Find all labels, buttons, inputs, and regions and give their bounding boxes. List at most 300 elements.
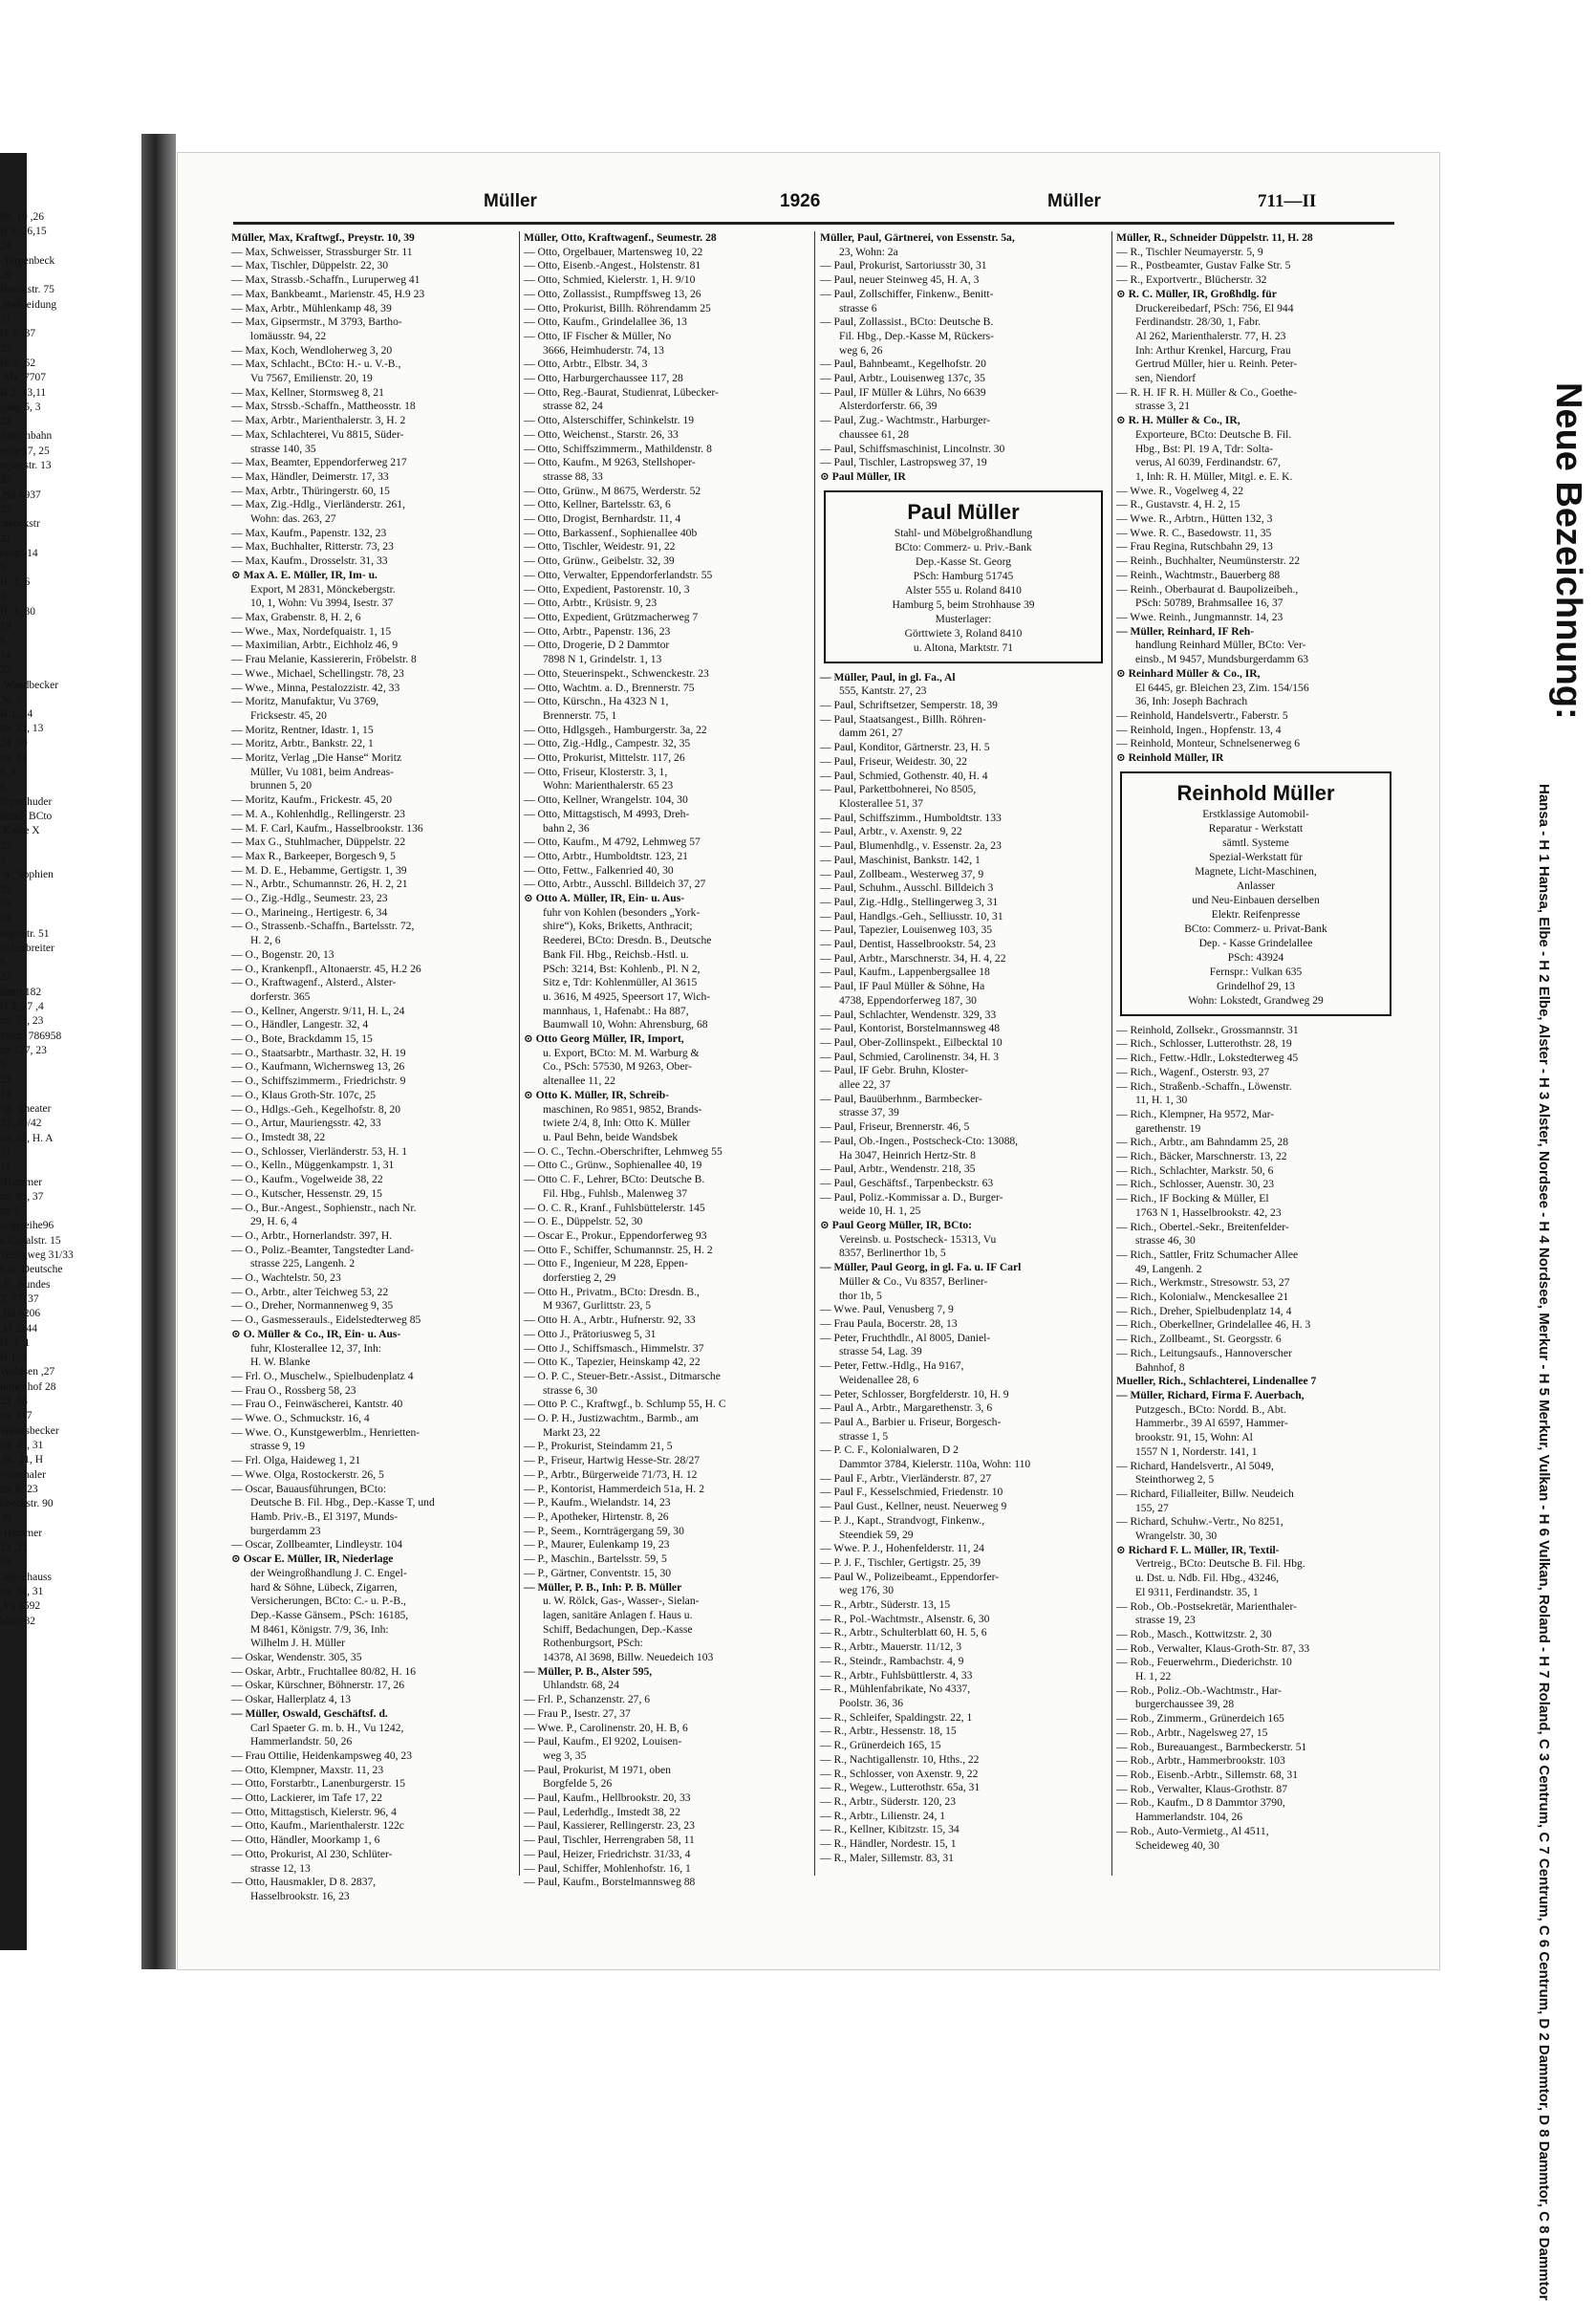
left-page-line: 35 <box>0 883 11 896</box>
directory-entry: — Oskar, Hallerplatz 4, 13 <box>231 1693 352 1706</box>
directory-entry: — Paul, Kaufm., Lappenbergsallee 18 <box>820 966 990 979</box>
page-header <box>178 191 1391 218</box>
directory-entry: — Wwe., Michael, Schellingstr. 78, 23 <box>231 666 404 680</box>
directory-entry: — O., Kelln., Müggenkampstr. 1, 31 <box>231 1159 395 1172</box>
directory-entry: — R., Arbtr., Schulterblatt 60, H. 5, 6 <box>820 1626 987 1639</box>
advertisement-line: PSch: 43924 <box>1227 951 1284 964</box>
directory-entry: M 9367, Gurlittstr. 23, 5 <box>543 1299 652 1313</box>
directory-entry: — Rich., Kolonialw., Menckesallee 21 <box>1116 1291 1289 1304</box>
directory-entry: — Müller, P. B., Inh: P. B. Müller <box>524 1580 682 1594</box>
directory-entry: — Paul, Prokurist, M 1971, oben <box>524 1763 671 1776</box>
directory-entry: altenallee 11, 22 <box>543 1075 615 1088</box>
left-page-line: 40/42, 25 <box>0 1118 42 1130</box>
left-page-line: 33 <box>0 664 11 677</box>
directory-entry: — Richard, Handelsvertr., Al 5049, <box>1116 1459 1274 1472</box>
left-page-line: str 127, 23 <box>0 1044 47 1056</box>
directory-entry: Alsterdorferstr. 66, 39 <box>839 400 938 413</box>
directory-entry: — Paul, Schuhm., Ausschl. Billdeich 3 <box>820 881 994 895</box>
directory-entry: — R., Tischler Neumayerstr. 5, 9 <box>1116 245 1263 258</box>
directory-entry: strasse 46, 30 <box>1135 1234 1196 1248</box>
directory-entry: — Otto, Expedient, Pastorenstr. 10, 3 <box>524 582 690 596</box>
directory-entry: — Moritz, Kaufm., Frickestr. 45, 20 <box>231 793 393 807</box>
directory-entry: — Otto, Harburgerchaussee 117, 28 <box>524 372 683 385</box>
directory-entry: — Rich., Zollbeamt., St. Georgsstr. 6 <box>1116 1333 1282 1346</box>
directory-entry: Exporteure, BCto: Deutsche B. Fil. <box>1135 427 1292 441</box>
directory-entry: Putzgesch., BCto: Nordd. B., Abt. <box>1135 1402 1286 1416</box>
left-page-line: H. 2, 6 <box>0 576 31 589</box>
directory-entry: — P., Maurer, Eulenkamp 19, 23 <box>524 1538 670 1552</box>
directory-entry: lagen, sanitäre Anlagen f. Haus u. <box>543 1608 693 1621</box>
directory-entry: PSch: 3214, Bst: Kohlenb., Pl. N 2, <box>543 962 701 975</box>
directory-entry: — R., Exportvertr., Blücherstr. 32 <box>1116 273 1267 287</box>
directory-entry: Mueller, Rich., Schlachterei, Lindenallee 7 <box>1116 1375 1317 1388</box>
directory-entry: — Paul, Schlachter, Wendenstr. 329, 33 <box>820 1008 997 1021</box>
column-2 <box>524 231 809 1889</box>
directory-entry: — Max, Beamter, Eppendorferweg 217 <box>231 456 407 469</box>
directory-entry: — R., Gustavstr. 4, H. 2, 15 <box>1116 498 1240 511</box>
directory-entry: — Rich., Arbtr., am Bahndamm 25, 28 <box>1116 1136 1289 1149</box>
left-page-line: 52, H. 2 <box>0 357 36 369</box>
directory-entry: u. Dst. u. Ndb. Fil. Hbg., 43246, <box>1135 1572 1280 1585</box>
directory-entry: — R., Grünerdeich 165, 15 <box>820 1739 941 1752</box>
left-page-line: 37, H. 5 <box>0 328 36 340</box>
directory-entry: — O., Strassenb.-Schaffn., Bartelsstr. 72, <box>231 920 415 933</box>
directory-entry: — Rob., Poliz.-Ob.-Wachtmstr., Har- <box>1116 1683 1283 1697</box>
directory-entry: — Reinhold, Ingen., Hopfenstr. 13, 4 <box>1116 723 1282 736</box>
left-page-line: 23 <box>0 971 11 984</box>
left-page-line: str 5 <box>0 1205 20 1218</box>
directory-entry: Export, M 2831, Mönckebergstr. <box>250 582 396 596</box>
directory-entry: — Peter, Schlosser, Borgfelderstr. 10, H. 9 <box>820 1387 1009 1400</box>
directory-entry: — Paul, Prokurist, Sartoriusstr 30, 31 <box>820 259 987 272</box>
directory-entry: — Müller, Reinhard, IF Reh- <box>1116 624 1255 638</box>
directory-entry: hard & Söhne, Lübeck, Zigarren, <box>250 1580 398 1594</box>
directory-entry: 29, H. 6, 4 <box>250 1215 297 1228</box>
left-page-line: 2 <box>0 855 6 867</box>
directory-entry: strasse 140, 35 <box>250 442 316 455</box>
directory-entry: — Otto, Orgelbauer, Martensweg 10, 22 <box>524 245 703 258</box>
advertisement-line: Spezial-Werkstatt für <box>1209 851 1303 863</box>
directory-entry: — Peter, Fruchthdlr., Al 8005, Daniel- <box>820 1331 991 1344</box>
directory-entry: Borgfelde 5, 26 <box>543 1777 613 1791</box>
left-page-line: 15,H.6, 26 <box>0 226 47 238</box>
directory-entry: — P., Seem., Kornträgergang 59, 30 <box>524 1524 684 1537</box>
directory-entry: — Otto, Reg.-Baurat, Studienrat, Lübecker- <box>524 385 719 399</box>
directory-entry: — Rich., Klempner, Ha 9572, Mar- <box>1116 1107 1275 1120</box>
directory-entry: 1557 N 1, Norderstr. 141, 1 <box>1135 1444 1258 1458</box>
directory-entry: shire“), Koks, Briketts, Anthracit; <box>543 920 693 933</box>
directory-entry: — Wwe. Reinh., Jungmannstr. 14, 23 <box>1116 610 1283 623</box>
directory-entry: — Max, Kellner, Stormsweg 8, 21 <box>231 385 384 399</box>
left-page-line: 4, H.3, 27 <box>0 1001 44 1013</box>
directory-entry: dorferstieg 2, 29 <box>543 1271 616 1285</box>
directory-entry: Klosterallee 51, 37 <box>839 796 923 810</box>
directory-entry: — Moritz, Arbtr., Bankstr. 22, 1 <box>231 737 374 750</box>
directory-entry: — R., Schleifer, Spaldingstr. 22, 1 <box>820 1710 973 1724</box>
directory-entry: — Müller, P. B., Alster 595, <box>524 1664 653 1678</box>
directory-entry: — Paul, Parkettbohnerei, No 8505, <box>820 783 977 796</box>
left-page-line: 39 <box>0 1556 11 1569</box>
directory-entry: — Max, Strssb.-Schaffn., Mattheosstr. 18 <box>231 400 416 413</box>
left-page-line: Hammer- <box>0 1176 43 1188</box>
directory-entry: Hammerlandstr. 104, 26 <box>1135 1811 1243 1824</box>
directory-entry: — Rob., Ob.-Postsekretär, Marienthaler- <box>1116 1599 1297 1613</box>
directory-entry: — Rob., Eisenb.-Arbtr., Sillemstr. 68, 31 <box>1116 1768 1299 1781</box>
directory-entry: — Paul, Zollassist., BCto: Deutsche B. <box>820 315 994 329</box>
directory-entry: — Otto, Kaufm., Grindelallee 36, 13 <box>524 315 687 329</box>
directory-entry: — O., Hdlgs.-Geh., Kegelhofstr. 8, 20 <box>231 1102 401 1116</box>
directory-entry: ⊙ Otto K. Müller, IR, Schreib- <box>524 1088 670 1101</box>
directory-entry: Dep.-Kasse Gänsem., PSch: 16185, <box>250 1608 409 1621</box>
left-page-line: str. 45, 31 <box>0 1439 44 1451</box>
left-page-line: 39 <box>0 913 11 925</box>
directory-entry: — R., Arbtr., Fuhlsbüttlerstr. 4, 33 <box>820 1668 973 1682</box>
directory-entry: — Max, Schlacht., BCto: H.- u. V.-B., <box>231 358 401 371</box>
directory-entry: — Frl. P., Schanzenstr. 27, 6 <box>524 1693 651 1706</box>
directory-entry: H. 1, 22 <box>1135 1670 1172 1683</box>
directory-entry: — Otto, Arbtr., Humboldtstr. 123, 21 <box>524 849 688 862</box>
directory-entry: — O. C. R., Kranf., Fuhlsbüttelerstr. 145 <box>524 1201 705 1214</box>
directory-entry: Uhlandstr. 68, 24 <box>543 1679 619 1692</box>
left-page-line: 39 <box>0 1512 11 1525</box>
directory-entry: — Max, Tischler, Düppelstr. 22, 30 <box>231 259 389 272</box>
directory-entry: El 6445, gr. Bleichen 23, Zim. 154/156 <box>1135 681 1309 694</box>
left-page-line: nebekstr. <box>0 518 40 531</box>
directory-entry: — Otto C. F., Lehrer, BCto: Deutsche B. <box>524 1173 705 1186</box>
directory-entry: — O., Wachtelstr. 50, 23 <box>231 1271 341 1285</box>
directory-entry: — P., Maschin., Bartelsstr. 59, 5 <box>524 1552 667 1566</box>
directory-entry: — Otto F., Schiffer, Schumannstr. 25, H. 2 <box>524 1243 713 1256</box>
left-page-line: 3a, 2 <box>0 693 22 705</box>
directory-entry: ⊙ Reinhard Müller & Co., IR, <box>1116 666 1261 680</box>
directory-entry: Fil. Hbg., Fuhlsb., Malenweg 37 <box>543 1186 688 1200</box>
column-divider <box>1111 231 1112 1876</box>
directory-entry: — Reinh., Oberbaurat d. Baupolizeibeh., <box>1116 582 1299 596</box>
directory-entry: Vertreig., BCto: Deutsche B. Fil. Hbg. <box>1135 1557 1305 1571</box>
directory-entry: strasse 12, 13 <box>250 1861 311 1875</box>
directory-entry: — Paul, Blumenhdlg., v. Essenstr. 2a, 23 <box>820 839 1002 853</box>
directory-entry: strasse 82, 24 <box>543 400 603 413</box>
left-page-line: Vu 6592, <box>0 1600 41 1613</box>
directory-entry: — R., Händler, Nordestr. 15, 1 <box>820 1837 957 1851</box>
directory-entry: PSch: 50789, Brahmsallee 16, 37 <box>1135 597 1283 610</box>
directory-entry: — Otto, Kellner, Bartelsstr. 63, 6 <box>524 498 671 511</box>
directory-entry: burgerchaussee 39, 28 <box>1135 1698 1235 1711</box>
left-page-line: 5 <box>0 562 6 575</box>
directory-entry: Müller & Co., Vu 8357, Berliner- <box>839 1274 988 1288</box>
directory-entry: — Rob., Bureauangest., Barmbeckerstr. 51 <box>1116 1740 1307 1753</box>
directory-entry: Steendiek 59, 29 <box>839 1528 914 1541</box>
left-page-line: Teellgweg 31/33 <box>0 1249 74 1262</box>
left-page-line: ebekleidung, <box>0 298 57 311</box>
left-page-line: 20 <box>0 270 11 282</box>
directory-entry: — Otto J., Schiffsmasch., Himmelstr. 37 <box>524 1341 704 1355</box>
directory-entry: — Wwe. R., Arbtrn., Hütten 132, 3 <box>1116 512 1273 526</box>
directory-entry: 14378, Al 3698, Billw. Neuedeich 103 <box>543 1651 714 1664</box>
directory-entry: — Otto, Eisenb.-Angest., Holstenstr. 81 <box>524 259 701 272</box>
directory-entry: — Paul A., Arbtr., Margarethenstr. 3, 6 <box>820 1401 993 1415</box>
directory-entry: u. Export, BCto: M. M. Warburg & <box>543 1046 700 1059</box>
directory-entry: u. Paul Behn, beide Wandsbek <box>543 1131 679 1143</box>
directory-entry: Schiff, Bedachungen, Dep.-Kasse <box>543 1622 693 1636</box>
directory-entry: — O. P. H., Justizwachtm., Barmb., am <box>524 1412 699 1425</box>
directory-entry: — R., Pol.-Wachtmstr., Alsenstr. 6, 30 <box>820 1612 990 1625</box>
directory-entry: — O., Poliz.-Beamter, Tangstedter Land- <box>231 1243 415 1256</box>
directory-entry: einsb., M 9457, Mundsburgerdamm 63 <box>1135 653 1309 666</box>
left-page-line: 23 <box>0 503 11 515</box>
directory-entry: — O., Arbtr., Hornerlandstr. 397, H. <box>231 1228 393 1242</box>
directory-entry: — Moritz, Verlag „Die Hanse“ Moritz <box>231 751 402 765</box>
directory-entry: — Wwe. P. J., Hohenfelderstr. 11, 24 <box>820 1542 984 1555</box>
advertisement-line: und Neu-Einbauen derselben <box>1192 894 1320 906</box>
directory-entry: — Paul, neuer Steinweg 45, H. A, 3 <box>820 273 980 287</box>
left-page-line: str. 53, 23 <box>0 1015 44 1028</box>
directory-entry: — Rich., Schlosser, Lutterothstr. 28, 19 <box>1116 1037 1292 1051</box>
left-page-line: traml, BCto <box>0 811 53 823</box>
directory-entry: M 8461, Königstr. 7/9, 36, Inh: <box>250 1622 389 1636</box>
left-page-line: str. 117 <box>0 1410 32 1422</box>
directory-entry: Gertrud Müller, hier u. Reinh. Peter- <box>1135 358 1298 371</box>
left-page-line: 16, 23 <box>0 1396 28 1408</box>
directory-entry: Steinthorweg 2, 5 <box>1135 1473 1215 1487</box>
directory-entry: Vereinsb. u. Postscheck- 15313, Vu <box>839 1232 997 1246</box>
directory-entry: — Max, Arbtr., Thüringerstr. 60, 15 <box>231 484 390 497</box>
directory-entry: Hbg., Bst: Pl. 19 A, Tdr: Solta- <box>1135 442 1274 455</box>
directory-entry: — Max, Kaufm., Papenstr. 132, 23 <box>231 526 387 539</box>
directory-entry: 1, Inh: R. H. Müller, Mitgl. e. E. K. <box>1135 469 1293 483</box>
left-page-fragment <box>0 210 134 1835</box>
directory-entry: — Otto, Mittagstisch, Kielerstr. 96, 4 <box>231 1805 397 1818</box>
advertisement-line: Hamburg 5, beim Strohhause 39 <box>892 598 1035 611</box>
left-page-line: ldstr. 32 <box>0 1615 36 1627</box>
directory-entry: — M. A., Kohlenhdlg., Rellingerstr. 23 <box>231 807 405 820</box>
directory-entry: — Otto, Arbtr., Ausschl. Billdeich 37, 27 <box>524 878 706 891</box>
directory-entry: — Max, Arbtr., Mühlenkamp 48, 39 <box>231 301 392 315</box>
directory-entry: — Frau O., Feinwäscherei, Kantstr. 40 <box>231 1398 403 1411</box>
directory-entry: — Otto, Expedient, Grützmacherweg 7 <box>524 610 699 623</box>
directory-entry: — Frau P., Isestr. 27, 37 <box>524 1706 631 1720</box>
left-page-line: 35 <box>0 474 11 487</box>
directory-entry: 8357, Berlinerthor 1b, 5 <box>839 1247 946 1260</box>
directory-entry: — Paul, Schriftsetzer, Semperstr. 18, 39 <box>820 699 998 712</box>
directory-entry: Ferdinandstr. 28/30, 1, Fabr. <box>1135 315 1262 329</box>
directory-entry: 1763 N 1, Hasselbrookstr. 42, 23 <box>1135 1205 1282 1219</box>
directory-entry: — Otto C., Grünw., Sophienallee 40, 19 <box>524 1159 702 1172</box>
left-page-line: Wandbecker- <box>0 679 59 691</box>
directory-entry: — R., Wegew., Lutterothstr. 65a, 31 <box>820 1781 981 1794</box>
left-page-line: rienthaler- <box>0 1468 46 1481</box>
directory-entry: ⊙ Richard F. L. Müller, IR, Textil- <box>1116 1543 1280 1556</box>
directory-entry: Bank Fil. Hbg., Reichsb.-Hstl. u. <box>543 947 689 961</box>
directory-entry: — Max, Grabenstr. 8, H. 2, 6 <box>231 610 361 623</box>
directory-entry: garethenstr. 19 <box>1135 1121 1201 1135</box>
left-page-line: 24 <box>0 240 11 252</box>
column-divider <box>814 231 815 1876</box>
directory-entry: — Paul, Schiffszimm., Humboldtstr. 133 <box>820 811 1002 824</box>
directory-entry: Scheideweg 40, 30 <box>1135 1838 1219 1852</box>
directory-entry: — O. E., Düppelstr. 52, 30 <box>524 1215 643 1228</box>
directory-entry: — Rob., Verwalter, Klaus-Groth-Str. 87, 33 <box>1116 1641 1310 1655</box>
left-page-line: M 2144, <box>0 1322 37 1335</box>
column-4 <box>1116 231 1395 1876</box>
left-page-line: angereihe96 <box>0 1220 54 1232</box>
directory-entry: Hamb. Priv.-B., El 3197, Munds- <box>250 1509 399 1523</box>
header-name-left: Müller <box>484 191 537 211</box>
directory-entry: — Müller, Oswald, Geschäftsf. d. <box>231 1706 388 1720</box>
left-page-line: 9 <box>0 957 6 969</box>
directory-entry: strasse 6 <box>839 301 877 315</box>
left-page-line: telerchauss. <box>0 1571 52 1583</box>
left-page-line: reyagstr. 13 <box>0 460 52 472</box>
directory-entry: weg 6, 26 <box>839 343 883 357</box>
directory-entry: Fricksestr. 45, 20 <box>250 708 327 722</box>
advertisement-line: Erstklassige Automobil- <box>1202 808 1309 820</box>
directory-entry: — Rich., Wagenf., Osterstr. 93, 27 <box>1116 1065 1270 1078</box>
directory-entry: 36, Inh: Joseph Bachrach <box>1135 695 1248 708</box>
directory-entry: — R., Arbtr., Süderstr. 120, 23 <box>820 1794 957 1808</box>
directory-entry: strasse 6, 30 <box>543 1383 597 1397</box>
left-page-line: 34, H.1 <box>0 708 33 721</box>
directory-entry: — P., Arbtr., Bürgerweide 71/73, H. 12 <box>524 1467 698 1481</box>
left-page-line: 26, Nr. 10 <box>0 211 44 223</box>
directory-entry: der Weingroßhandlung J. C. Engel- <box>250 1566 407 1579</box>
directory-entry: Fil. Hbg., Dep.-Kasse M, Rückers- <box>839 329 994 342</box>
left-page-line: str. 34, 31 <box>0 1585 44 1597</box>
directory-entry: — R., Schlosser, von Axenstr. 9, 22 <box>820 1767 979 1780</box>
left-page-line: str. 14 <box>0 751 28 764</box>
advertisement-title: Reinhold Müller <box>1176 780 1335 805</box>
directory-entry: — Paul, Ober-Zollinspekt., Eilbecktal 10 <box>820 1035 1003 1049</box>
page-number: 711—II <box>1258 191 1317 211</box>
directory-entry: Müller, R., Schneider Düppelstr. 11, H. 28 <box>1116 231 1313 244</box>
left-page-line: H. 1, 1 <box>0 1336 31 1349</box>
header-rule <box>233 222 1394 225</box>
left-page-line: 17 <box>0 1161 11 1174</box>
directory-entry: 4738, Eppendorferweg 187, 30 <box>839 993 977 1007</box>
directory-entry: — Otto, Arbtr., Elbstr. 34, 3 <box>524 358 648 371</box>
directory-entry: burgerdamm 23 <box>250 1524 321 1537</box>
directory-entry: — Wwe. O., Kunstgewerblm., Henrietten- <box>231 1425 421 1439</box>
directory-entry: strasse 88, 33 <box>543 469 603 483</box>
directory-entry: — O., Bogenstr. 20, 13 <box>231 947 334 961</box>
directory-entry: — Otto P. C., Kraftwgf., b. Schlump 55, H. C <box>524 1398 726 1411</box>
directory-entry: — Moritz, Rentner, Idastr. 1, 15 <box>231 723 374 736</box>
directory-entry: — Oscar, Zollbeamter, Lindleystr. 104 <box>231 1538 403 1552</box>
directory-entry: — Paul, Bauüberhnm., Barmbecker- <box>820 1092 982 1105</box>
directory-entry: — P. C. F., Kolonialwaren, D 2 <box>820 1444 959 1457</box>
advertisement-line: u. Altona, Marktstr. 71 <box>913 641 1014 654</box>
directory-entry: — R., Arbtr., Mauerstr. 11/12, 3 <box>820 1640 962 1654</box>
directory-entry: — Wwe., Max, Nordefquaistr. 1, 15 <box>231 624 392 638</box>
directory-entry: Reederei, BCto: Dresdn. B., Deutsche <box>543 934 712 947</box>
directory-entry: Wilhelm J. H. Müller <box>250 1637 346 1650</box>
directory-entry: — Paul, Schiffsmaschinist, Lincolnstr. 30 <box>820 442 1005 455</box>
directory-entry: Baumwall 10, Wohn: Ahrensburg, 68 <box>543 1018 708 1031</box>
directory-entry: — Otto F., Ingenieur, M 228, Eppen- <box>524 1257 688 1270</box>
directory-entry: — Paul, IF Müller & Lührs, No 6639 <box>820 385 986 399</box>
left-page-line: Ha 6206, <box>0 1308 41 1320</box>
directory-entry: brunnen 5, 20 <box>250 779 313 792</box>
directory-entry: 155, 27 <box>1135 1501 1169 1514</box>
directory-entry: — Müller, Richard, Firma F. Auerbach, <box>1116 1389 1305 1401</box>
directory-entry: — Otto, Prokurist, Billh. Röhrendamm 25 <box>524 301 711 315</box>
directory-entry: 555, Kantstr. 27, 23 <box>839 684 927 698</box>
directory-entry: — Frl. Olga, Haideweg 1, 21 <box>231 1454 361 1467</box>
left-page-line: 39 <box>0 898 11 910</box>
directory-entry: ⊙ O. Müller & Co., IR, Ein- u. Aus- <box>231 1327 401 1340</box>
directory-entry: damm 261, 27 <box>839 727 903 740</box>
directory-entry: — Frau Melanie, Kassiererin, Fröbelstr. 8 <box>231 653 417 666</box>
directory-entry: — Paul, Kassierer, Rellingerstr. 23, 23 <box>524 1819 695 1833</box>
directory-entry: — M. F. Carl, Kaufm., Hasselbrookstr. 136 <box>231 821 423 835</box>
directory-entry: — Max, Zig.-Hdlg., Vierländerstr. 261, <box>231 498 405 511</box>
directory-entry: — Paul, Schmied, Gothenstr. 40, H. 4 <box>820 769 988 782</box>
directory-entry: lomäusstr. 94, 22 <box>250 329 327 342</box>
left-page-line: 19 <box>0 620 11 633</box>
left-page-line: 31 <box>0 314 11 326</box>
directory-entry: — Otto, Steuerinspekt., Schwenckestr. 23 <box>524 666 709 680</box>
directory-entry: — Rich., IF Bocking & Müller, El <box>1116 1192 1269 1205</box>
left-page-line: H. 1, 30 <box>0 606 36 619</box>
left-page-line: reihe17, 25 <box>0 445 50 457</box>
advertisement-line: PSch: Hamburg 51745 <box>913 570 1014 582</box>
directory-entry: — Rich., Obertel.-Sekr., Breitenfelder- <box>1116 1220 1289 1233</box>
directory-entry: — Paul, Lederhdlg., Imstedt 38, 22 <box>524 1805 680 1818</box>
directory-entry: weg 3, 35 <box>543 1748 587 1762</box>
column-3 <box>820 231 1107 1876</box>
advertisement-line: Magnete, Licht-Maschinen, <box>1195 865 1317 878</box>
left-page-line: str. 8, 23 <box>0 1483 38 1495</box>
directory-entry: — P., Kontorist, Hammerdeich 51a, H. 2 <box>524 1482 705 1495</box>
directory-entry: 49, Langenh. 2 <box>1135 1262 1202 1275</box>
directory-entry: H. 2, 6 <box>250 934 281 947</box>
directory-entry: — Oscar E., Prokur., Eppendorferweg 93 <box>524 1228 707 1242</box>
left-page-line: str. 21, H. <box>0 1454 44 1466</box>
directory-entry: — Otto, Grünw., Geibelstr. 32, 39 <box>524 554 675 568</box>
directory-entry: brookstr. 91, 15, Wohn: Al <box>1135 1431 1253 1444</box>
directory-entry: — Paul, Friseur, Brennerstr. 46, 5 <box>820 1120 970 1134</box>
advertisement-line: BCto: Commerz- u. Priv.-Bank <box>895 541 1032 554</box>
directory-entry: — Paul, Konditor, Gärtnerstr. 23, H. 5 <box>820 741 990 754</box>
directory-entry: — Wwe. O., Schmuckstr. 16, 4 <box>231 1412 370 1425</box>
directory-entry: — Rich., Dreher, Spielbudenplatz 14, 4 <box>1116 1304 1292 1317</box>
directory-entry: — Paul, Handlgs.-Geh., Selliusstr. 10, 31 <box>820 909 1003 923</box>
directory-entry: — O., Marineing., Hertigestr. 6, 34 <box>231 905 388 919</box>
directory-entry: — Rob., Feuerwehrm., Diederichstr. 10 <box>1116 1656 1292 1669</box>
directory-entry: sen, Niendorf <box>1135 372 1197 385</box>
left-page-line: 27, Woldsen <box>0 1366 55 1378</box>
directory-entry: — Müller, Paul Georg, in gl. Fa. u. IF Carl <box>820 1261 1022 1274</box>
directory-entry: — R., Arbtr., Lilienstr. 24, 1 <box>820 1809 946 1822</box>
directory-entry: strasse 3, 21 <box>1135 400 1190 413</box>
directory-entry: bahn 2, 36 <box>543 821 590 835</box>
directory-entry: Markt 23, 22 <box>543 1425 601 1439</box>
directory-entry: — P., Prokurist, Steindamm 21, 5 <box>524 1440 673 1453</box>
directory-entry: — O., Kutscher, Hessenstr. 29, 15 <box>231 1186 382 1200</box>
directory-entry: ⊙ Otto A. Müller, IR, Ein- u. Aus- <box>524 892 685 905</box>
directory-entry: — Rob., Verwalter, Klaus-Grothstr. 87 <box>1116 1782 1287 1795</box>
directory-entry: ⊙ Otto Georg Müller, IR, Import, <box>524 1032 684 1046</box>
directory-entry: — P., Gärtner, Conventstr. 15, 30 <box>524 1566 672 1579</box>
directory-entry: thor 1b, 5 <box>839 1289 882 1302</box>
directory-entry: Vu 7567, Emilienstr. 20, 19 <box>250 372 373 385</box>
directory-entry: — Paul, Maschinist, Bankstr. 142, 1 <box>820 853 981 866</box>
left-page-line: No 6937, <box>0 488 41 501</box>
left-page-line: 8 <box>0 781 6 793</box>
directory-entry: — Paul, Ob.-Ingen., Postscheck-Cto: 13088, <box>820 1134 1019 1147</box>
directory-entry: Versicherungen, BCto: C.- u. P.-B., <box>250 1595 406 1608</box>
directory-entry: — Paul F., Kesselschmied, Friedenstr. 10 <box>820 1486 1003 1499</box>
